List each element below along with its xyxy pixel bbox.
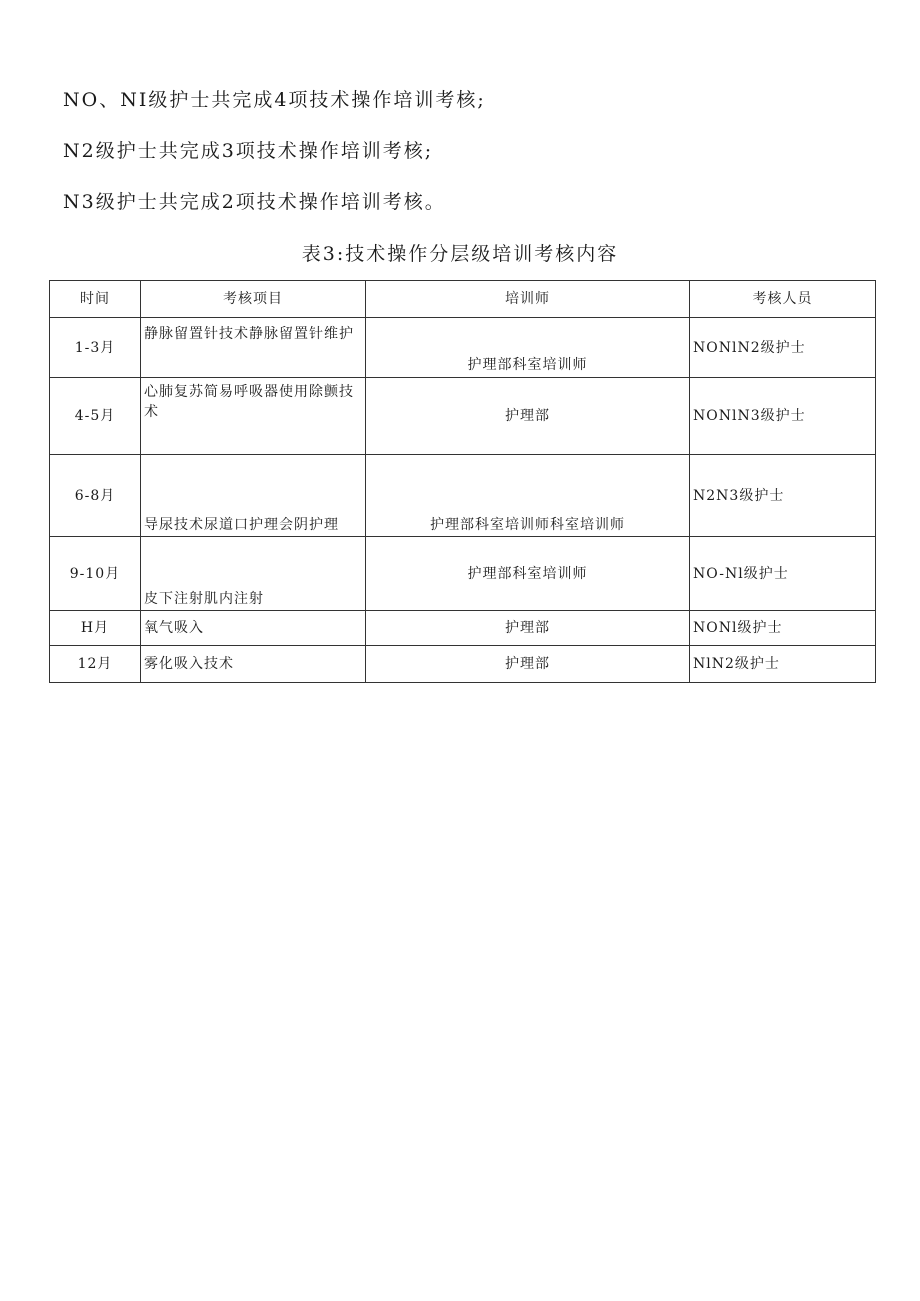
cell-trainer: 护理部科室培训师 bbox=[366, 318, 690, 378]
cell-item: 心肺复苏简易呼吸器使用除颤技术 bbox=[141, 378, 366, 455]
table-caption: 表3:技术操作分层级培训考核内容 bbox=[301, 243, 619, 265]
cell-trainer: 护理部科室培训师科室培训师 bbox=[366, 455, 690, 537]
paragraph-n3: N3级护士共完成2项技术操作培训考核。 bbox=[63, 191, 446, 213]
header-trainer: 培训师 bbox=[366, 281, 690, 318]
header-time: 时间 bbox=[50, 281, 141, 318]
cell-staff: NONlN2级护士 bbox=[690, 318, 876, 378]
cell-staff: NlN2级护士 bbox=[690, 646, 876, 683]
cell-staff: N2N3级护士 bbox=[690, 455, 876, 537]
training-assessment-table bbox=[49, 280, 876, 683]
cell-time: H月 bbox=[50, 611, 141, 646]
header-staff: 考核人员 bbox=[690, 281, 876, 318]
cell-item: 导尿技术尿道口护理会阴护理 bbox=[141, 455, 366, 537]
table-header-row bbox=[50, 281, 876, 318]
cell-trainer: 护理部 bbox=[366, 378, 690, 455]
cell-staff: NONl级护士 bbox=[690, 611, 876, 646]
table-row bbox=[50, 537, 876, 611]
paragraph-n2: N2级护士共完成3项技术操作培训考核; bbox=[63, 140, 434, 162]
paragraph-n0-n1: NO、NI级护士共完成4项技术操作培训考核; bbox=[63, 89, 486, 111]
table-row bbox=[50, 455, 876, 537]
cell-trainer: 护理部 bbox=[366, 611, 690, 646]
cell-item: 雾化吸入技术 bbox=[141, 646, 366, 683]
cell-time: 1-3月 bbox=[50, 318, 141, 378]
table-row bbox=[50, 378, 876, 455]
cell-trainer: 护理部 bbox=[366, 646, 690, 683]
cell-item: 氧气吸入 bbox=[141, 611, 366, 646]
cell-time: 4-5月 bbox=[50, 378, 141, 455]
cell-time: 6-8月 bbox=[50, 455, 141, 537]
cell-staff: NO-Nl级护士 bbox=[690, 537, 876, 611]
cell-time: 12月 bbox=[50, 646, 141, 683]
table-row bbox=[50, 318, 876, 378]
cell-item: 静脉留置针技术静脉留置针维护 bbox=[141, 318, 366, 378]
cell-time: 9-10月 bbox=[50, 537, 141, 611]
cell-staff: NONlN3级护士 bbox=[690, 378, 876, 455]
cell-trainer: 护理部科室培训师 bbox=[366, 537, 690, 611]
table-row bbox=[50, 646, 876, 683]
cell-item: 皮下注射肌内注射 bbox=[141, 537, 366, 611]
table-row bbox=[50, 611, 876, 646]
header-item: 考核项目 bbox=[141, 281, 366, 318]
